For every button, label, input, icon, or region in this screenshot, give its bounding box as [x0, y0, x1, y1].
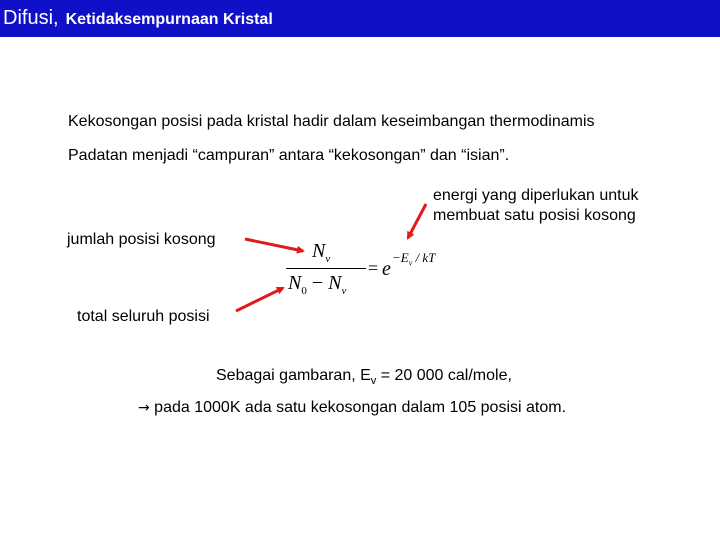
vacant-sites-annotation: jumlah posisi kosong: [67, 231, 216, 248]
slide-subtitle: Ketidaksempurnaan Kristal: [65, 11, 273, 28]
formula-exponent: $-E_v$ / kT: [392, 250, 436, 268]
formula-denominator: $N_0 - N_v$: [288, 272, 347, 297]
formula-numerator: $N_v$: [312, 240, 331, 265]
vacancy-formula: [282, 238, 462, 300]
energy-annotation: energi yang diperlukan untuk membuat satu posisi kosong: [433, 187, 639, 224]
fraction-bar: [286, 268, 366, 269]
title-bar: [0, 0, 720, 37]
slide-title: Difusi,: [3, 7, 59, 29]
total-sites-annotation: total seluruh posisi: [77, 308, 210, 325]
formula-equals: =: [368, 258, 379, 278]
conclusion-line: → pada 1000K ada satu kekosongan dalam 105 posisi atom.: [138, 399, 567, 416]
total-arrow: [236, 288, 283, 311]
statement-line-1: Kekosongan posisi pada kristal hadir dalam keseimbangan thermodinamis: [68, 113, 595, 130]
statement-line-2: Padatan menjadi “campuran” antara “kekosongan” dan “isian”.: [68, 147, 510, 164]
formula-base: e: [382, 258, 391, 280]
example-line: Sebagai gambaran, $E_v = 20$ 000 cal/mole,: [216, 367, 512, 388]
energy-arrow: [408, 204, 426, 238]
right-arrow-icon: →: [138, 400, 150, 416]
